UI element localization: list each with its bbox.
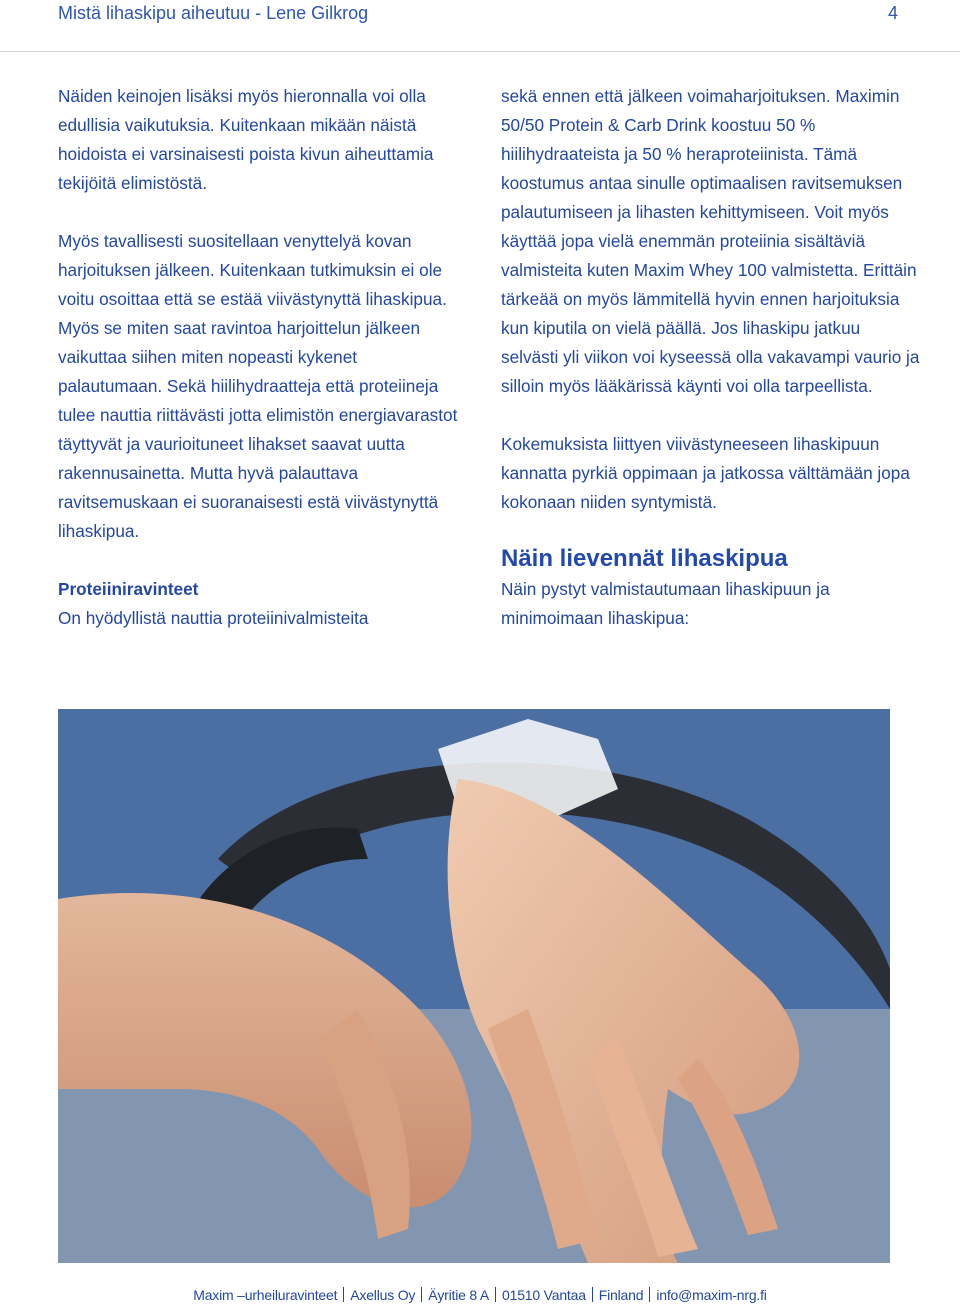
photo-illustration bbox=[58, 709, 890, 1263]
right-paragraph-3: Näin pystyt valmistautumaan lihaskipuun ja minimoimaan lihaskipua: bbox=[501, 579, 830, 628]
footer-country: Finland bbox=[598, 1287, 644, 1303]
page-footer bbox=[0, 1283, 960, 1308]
footer-firm: Axellus Oy bbox=[350, 1287, 416, 1303]
section-subheading: Proteiiniravinteet bbox=[58, 579, 199, 599]
left-column bbox=[58, 82, 458, 633]
left-paragraph-1: Näiden keinojen lisäksi myös hieronnalla voi olla edullisia vaikutuksia. Kuitenkaan mikään näistä hoidoista ei varsinaisesti poista kivun aiheuttamia tekijöitä elimistöstä. bbox=[58, 86, 434, 193]
right-column bbox=[501, 82, 921, 633]
header-divider bbox=[0, 51, 960, 52]
footer-street: Äyritie 8 A bbox=[428, 1287, 490, 1303]
footer-company: Maxim –urheiluravinteet bbox=[193, 1287, 338, 1303]
right-paragraph-2: Kokemuksista liittyen viivästyneeseen lihaskipuun kannatta pyrkiä oppimaan ja jatkossa välttämään jopa kokonaan niiden syntymistä. bbox=[501, 434, 910, 512]
document-title: Mistä lihaskipu aiheutuu - Lene Gilkrog bbox=[58, 3, 369, 23]
footer-email[interactable]: info@maxim-nrg.fi bbox=[656, 1287, 767, 1303]
section-heading: Näin lievennät lihaskipua bbox=[501, 545, 788, 572]
hands-on-handlebar-photo bbox=[58, 709, 890, 1263]
right-paragraph-1: sekä ennen että jälkeen voimaharjoituksen. Maximin 50/50 Protein & Carb Drink koostuu 50 % hiilihydraateista ja 50 % heraproteiinista. Tämä koostumus antaa sinulle optimaalisen ravitsemuksen palautumiseen ja lihasten kehittymiseen. Voit myös käyttää jopa vielä enemmän proteiinia sisältäviä valmisteita kuten Maxim Whey 100 valmistetta. Erittäin tärkeää on myös lämmitellä hyvin ennen harjoituksia kun kiputila on vielä päällä. Jos lihaskipu jatkuu selvästi yli viikon voi kyseessä olla vakavampi vaurio ja silloin myös lääkärissä käynti voi olla tarpeellista. bbox=[501, 86, 920, 396]
left-paragraph-2: Myös tavallisesti suositellaan venyttelyä kovan harjoituksen jälkeen. Kuitenkaan tutkimuksin ei ole voitu osoittaa että se estää viivästynyttä lihaskipua. Myös se miten saat ravintoa harjoittelun jälkeen vaikuttaa siihen miten nopeasti kykenet palautumaan. Sekä hiilihydraatteja että proteiineja tulee nauttia riittävästi jotta elimistön energiavarastot täyttyvät ja vaurioituneet lihakset saavat uutta rakennusainetta. Mutta hyvä palauttava ravitsemuskaan ei suoranaisesti estä viivästynyttä lihaskipua. bbox=[58, 231, 458, 541]
footer-postal: 01510 Vantaa bbox=[502, 1287, 586, 1303]
page-number: 4 bbox=[887, 3, 898, 23]
page-header bbox=[0, 0, 960, 52]
left-paragraph-3: On hyödyllistä nauttia proteiinivalmisteita bbox=[58, 608, 369, 628]
